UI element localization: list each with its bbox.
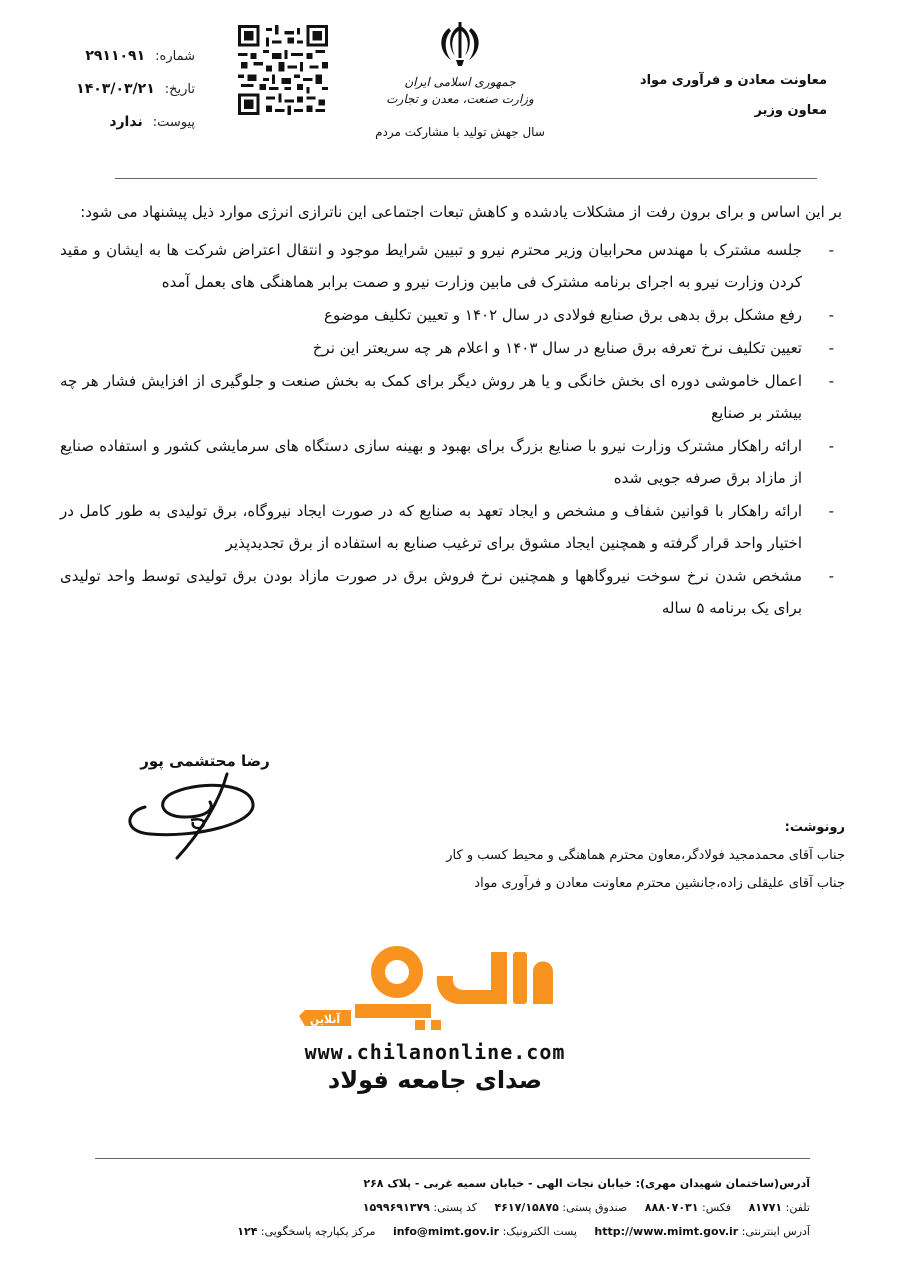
list-item-text: اعمال خاموشی دوره ای بخش خانگی و یا هر روش دیگر برای کمک به بخش صنعت و جلوگیری از افزایش فشار هر چه بیشتر بر صنایع: [60, 372, 802, 422]
fax-label: فکس:: [701, 1201, 732, 1214]
cc-recipient: جناب آقای محمدمجید فولادگر،معاون محترم هماهنگی و محیط کسب و کار: [446, 848, 845, 863]
org-vice-minister: معاون وزیر: [754, 103, 827, 118]
bullet-dash: -: [828, 502, 834, 520]
list-item: [60, 332, 842, 364]
pobox-label: صندوق پستی:: [562, 1201, 628, 1214]
call-center-label: مرکز یکپارچه پاسخگویی:: [260, 1225, 376, 1238]
list-item-text: مشخص شدن نرخ سوخت نیروگاهها و همچنین نرخ فروش برق در صورت مازاد بودن برق تولیدی توسط واحد تولیدی برای یک برنامه ۵ ساله: [60, 567, 802, 617]
letter-date-value: ۱۴۰۳/۰۳/۲۱: [76, 81, 155, 97]
letter-intro: بر این اساس و برای برون رفت از مشکلات یادشده و کاهش تبعات اجتماعی این ناترازی انرژی موارد ذیل پیشنهاد می شود:: [80, 203, 842, 221]
postal-code-value: ۱۵۹۹۶۹۱۳۷۹: [362, 1201, 430, 1214]
address-text: (ساختمان شهیدان مهری): خیابان نجات الهی - خیابان سمیه غربی - پلاک ۲۶۸: [363, 1177, 780, 1190]
phone-label: تلفن:: [785, 1201, 810, 1214]
footer-contact-row: [110, 1196, 810, 1220]
chilan-online-logo-icon: [295, 932, 575, 1042]
letter-body: [60, 196, 842, 625]
list-item-text: جلسه مشترک با مهندس محرابیان وزیر محترم نیرو و تبیین شرایط موجود و انتقال اعتراض شرکت ها به ایشان و مقید کردن وزارت نیرو به اجرای برنامه مشترک فی مابین وزارت نیرو و صمت برابر هماهنگی های بعمل آمده: [60, 241, 802, 291]
letter-date-label: تاریخ:: [164, 82, 195, 97]
government-emblem-block: [380, 18, 540, 108]
list-item-text: رفع مشکل برق بدهی برق صنایع فولادی در سال ۱۴۰۲ و تعیین تکلیف موضوع: [324, 306, 802, 324]
bullet-dash: -: [828, 306, 834, 324]
email-link[interactable]: info@mimt.gov.ir: [392, 1225, 500, 1238]
pobox-value: ۴۶۱۷/۱۵۸۷۵: [494, 1201, 559, 1214]
website-label: آدرس اینترنتی:: [741, 1225, 810, 1238]
signatory-name: رضا محتشمی پور: [140, 752, 270, 770]
list-item: [60, 365, 842, 429]
bullet-dash: -: [828, 372, 834, 390]
watermark-tagline: صدای جامعه فولاد: [327, 1066, 543, 1094]
call-center-value: ۱۲۴: [237, 1225, 258, 1238]
list-item-text: ارائه راهکار مشترک وزارت نیرو با صنایع بزرگ برای بهبود و بهینه سازی دستگاه های سرمایشی کشور و استفاده صنایع از مازاد برق صرفه جویی شده: [60, 437, 802, 487]
year-slogan: سال جهش تولید با مشارکت مردم: [375, 125, 545, 139]
letter-footer: [110, 1172, 810, 1244]
list-item-text: ارائه راهکار با قوانین شفاف و مشخص و ایجاد تعهد به صنایع که در صورت ایجاد نیروگاه، برق تولیدی به طور کامل در اختیار واحد قرار گرفته و همچنین ایجاد مشوق برای ترغیب صنایع به استفاده از برق تجدیدپذیر: [60, 502, 802, 552]
letterhead-organization: [640, 66, 827, 126]
logo-sub-text: آنلاین: [309, 1013, 341, 1026]
letter-meta: [60, 40, 195, 139]
bullet-dash: -: [828, 567, 834, 585]
list-item: [60, 234, 842, 298]
letter-number-row: [60, 40, 195, 73]
fax-value: ۸۸۸۰۷۰۳۱: [644, 1201, 699, 1214]
proposal-list: [60, 234, 842, 624]
email-label: پست الکترونیک:: [502, 1225, 577, 1238]
letter-date-row: [60, 73, 195, 106]
address-label: آدرس: [779, 1177, 810, 1190]
watermark-url: www.chilanonline.com: [304, 1040, 566, 1064]
iran-emblem-icon: [435, 18, 485, 70]
carbon-copy-section: [325, 814, 845, 898]
letter-attachment-value: ندارد: [109, 114, 143, 130]
letter-attachment-label: پیوست:: [152, 115, 195, 130]
list-item: [60, 560, 842, 624]
bullet-dash: -: [828, 339, 834, 357]
phone-value: ۸۱۷۷۱: [748, 1201, 783, 1214]
list-item-text: تعیین تکلیف نرخ تعرفه برق صنایع در سال ۱۴۰۳ و اعلام هر چه سریعتر این نرخ: [312, 339, 802, 357]
letter-attachment-row: [60, 106, 195, 139]
org-deputy-title: معاونت معادن و فرآوری مواد: [639, 73, 827, 88]
footer-divider: [95, 1158, 810, 1159]
letter-number-value: ۲۹۱۱۰۹۱: [85, 48, 146, 64]
ministry-name: وزارت صنعت، معدن و تجارت: [386, 92, 534, 106]
letter-number-label: شماره:: [155, 49, 195, 64]
cc-recipient: جناب آقای علیقلی زاده،جانشین محترم معاونت معادن و فرآوری مواد: [474, 876, 845, 891]
bullet-dash: -: [828, 437, 834, 455]
list-item: [60, 495, 842, 559]
postal-code-label: کد پستی:: [433, 1201, 477, 1214]
qr-code-icon: [237, 25, 329, 115]
government-name: جمهوری اسلامی ایران: [404, 75, 516, 89]
cc-title: رونوشت:: [784, 820, 845, 835]
footer-address-row: [110, 1172, 810, 1196]
footer-web-row: [110, 1220, 810, 1244]
list-item: [60, 430, 842, 494]
list-item: [60, 299, 842, 331]
bullet-dash: -: [828, 241, 834, 259]
handwritten-signature-icon: [115, 762, 295, 862]
header-divider: [115, 178, 817, 179]
website-link[interactable]: http://www.mimt.gov.ir: [594, 1225, 739, 1238]
